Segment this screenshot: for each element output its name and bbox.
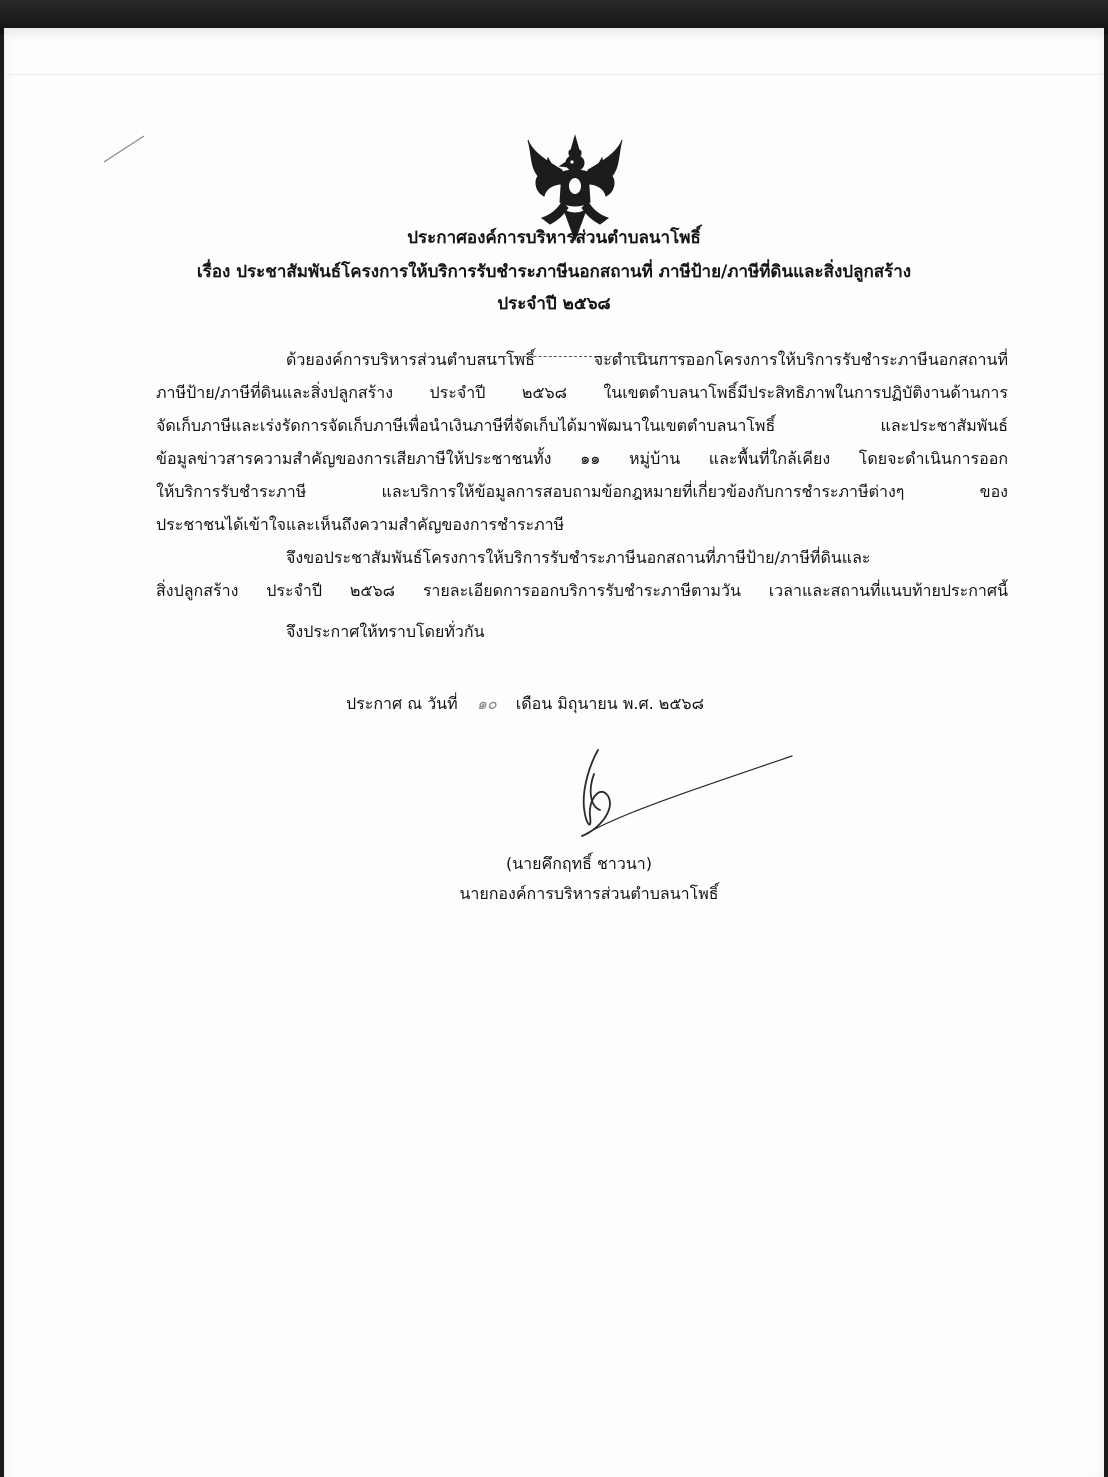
paragraph2-line: สิ่งปลูกสร้าง ประจำปี ๒๕๖๘ รายละเอียดการออกบริการรับชำระภาษีตามวัน เวลาและสถานที่แนบท้ายประกาศนี้	[156, 581, 1008, 600]
date-day: ๑๐	[476, 694, 497, 713]
paragraph2-line: จึงขอประชาสัมพันธ์โครงการให้บริการรับชำระภาษีนอกสถานที่ภาษีป้าย/ภาษีที่ดินและ	[286, 548, 871, 567]
signatory-position: นายกองค์การบริหารส่วนตำบลนาโพธิ์	[459, 884, 719, 903]
pen-stroke-mark	[100, 132, 150, 166]
document-page	[4, 28, 1104, 1477]
paragraph1-line: ข้อมูลข่าวสารความสำคัญของการเสียภาษีให้ประชาชนทั้ง ๑๑ หมู่บ้าน และพื้นที่ใกล้เคียง โดยจะดำเนินการออก	[156, 449, 1008, 468]
date-prefix: ประกาศ ณ วันที่	[346, 694, 458, 713]
document-subject: เรื่อง ประชาสัมพันธ์โครงการให้บริการรับชำระภาษีนอกสถานที่ ภาษีป้าย/ภาษีที่ดินและสิ่งปลูกสร้าง	[196, 262, 912, 282]
paragraph1-line: ประชาชนได้เข้าใจและเห็นถึงความสำคัญของการชำระภาษี	[156, 515, 565, 534]
paragraph1-line: จัดเก็บภาษีและเร่งรัดการจัดเก็บภาษีเพื่อนำเงินภาษีที่จัดเก็บได้มาพัฒนาในเขตตำบลนาโพธิ์ และประชาสัมพันธ์	[156, 416, 1008, 435]
document-title: ประกาศองค์การบริหารส่วนตำบลนาโพธิ์	[407, 228, 701, 248]
paragraph1-line: ภาษีป้าย/ภาษีที่ดินและสิ่งปลูกสร้าง ประจำปี ๒๕๖๘ ในเขตตำบลนาโพธิ์มีประสิทธิภาพในการปฏิบัติงานด้านการ	[156, 383, 1008, 402]
paper-fold-line	[4, 74, 1104, 75]
paragraph1-line: ให้บริการรับชำระภาษี และบริการให้ข้อมูลการสอบถามข้อกฎหมายที่เกี่ยวข้องกับการชำระภาษีต่างๆ ของ	[156, 482, 1008, 501]
announcement-date	[346, 692, 704, 717]
signatory-name: (นายคึกฤทธิ์ ชาวนา)	[505, 854, 652, 873]
handwritten-signature	[560, 744, 796, 844]
date-suffix: เดือน มิถุนายน พ.ศ. ๒๕๖๘	[515, 694, 704, 713]
document-year-line: ประจำปี ๒๕๖๘	[497, 294, 611, 314]
paragraph1-line: ด้วยองค์การบริหารส่วนตำบลนาโพธิ์ จะดำเนินการออกโครงการให้บริการรับชำระภาษีนอกสถานที่	[286, 350, 1008, 369]
closing-statement: จึงประกาศให้ทราบโดยทั่วกัน	[286, 622, 485, 641]
